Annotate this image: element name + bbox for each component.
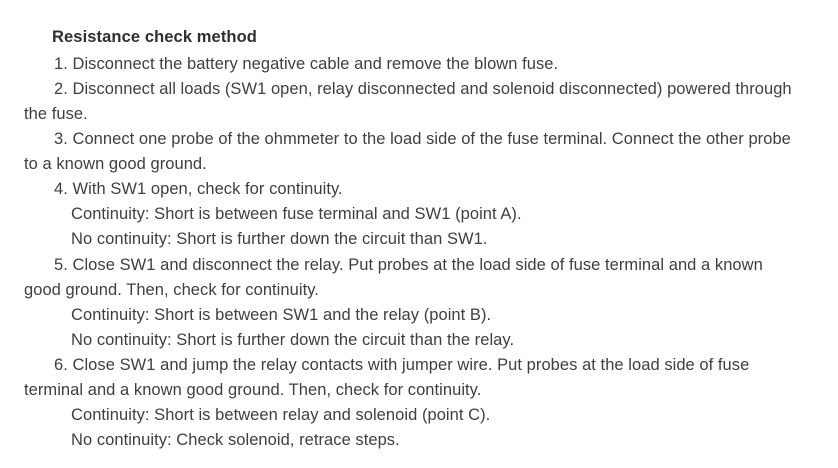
procedure-step: 2. Disconnect all loads (SW1 open, relay disconnected and solenoid disconnected) powered through the fuse. — [24, 80, 792, 124]
procedure-step: 3. Connect one probe of the ohmmeter to the load side of the fuse terminal. Connect the other probe to a known good ground. — [24, 130, 791, 174]
procedure-step: 1. Disconnect the battery negative cable and remove the blown fuse. — [54, 54, 559, 73]
procedure-substep: No continuity: Short is further down the circuit than SW1. — [71, 230, 488, 249]
procedure-substep: Continuity: Short is between fuse terminal and SW1 (point A). — [71, 205, 522, 224]
procedure-substep: Continuity: Short is between SW1 and the relay (point B). — [71, 305, 492, 324]
procedure-substep: Continuity: Short is between relay and solenoid (point C). — [71, 406, 491, 425]
procedure-step: 4. With SW1 open, check for continuity. — [54, 180, 343, 199]
procedure-step: 5. Close SW1 and disconnect the relay. Put probes at the load side of fuse terminal and a known good ground. Then, check for continuity. — [24, 255, 763, 299]
procedure-substep: No continuity: Short is further down the circuit than the relay. — [71, 330, 515, 349]
procedure-substep: No continuity: Check solenoid, retrace steps. — [71, 431, 400, 450]
page-title: Resistance check method — [52, 28, 257, 46]
procedure-step: 6. Close SW1 and jump the relay contacts with jumper wire. Put probes at the load side of fuse terminal and a known good ground. Then, check for continuity. — [24, 355, 750, 399]
procedure-list — [24, 52, 794, 453]
